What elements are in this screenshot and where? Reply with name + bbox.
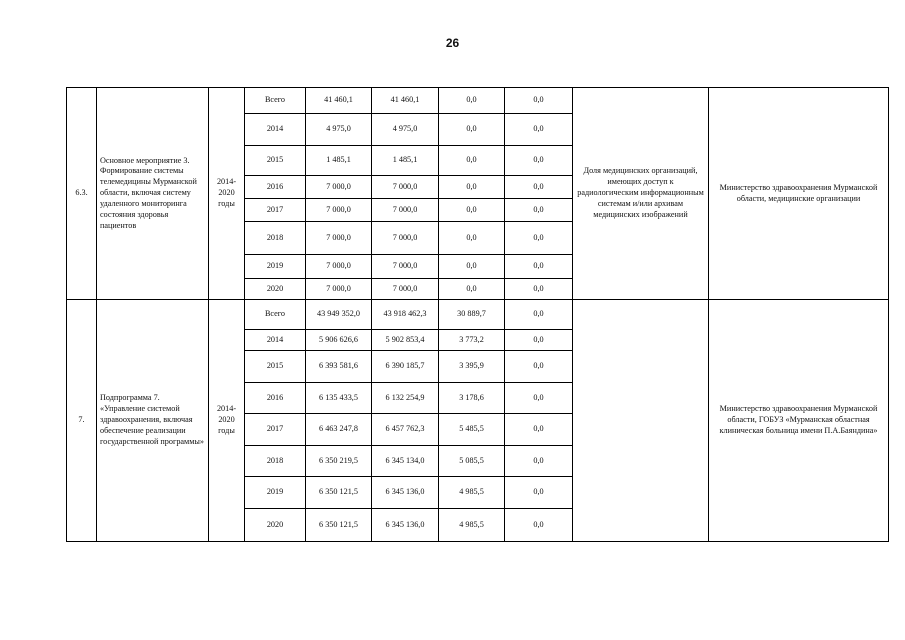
- table-row: [67, 88, 889, 114]
- row-federal: 3 773,2: [439, 330, 505, 351]
- row-federal: 0,0: [439, 114, 505, 146]
- row-year: 2019: [245, 255, 306, 279]
- row-other: 0,0: [505, 114, 573, 146]
- row-total: 5 906 626,6: [306, 330, 372, 351]
- row-other: 0,0: [505, 199, 573, 222]
- row-regional: 6 345 134,0: [372, 446, 439, 477]
- row-federal: 0,0: [439, 146, 505, 176]
- row-total: 6 135 433,5: [306, 383, 372, 414]
- row-regional: 5 902 853,4: [372, 330, 439, 351]
- row-regional: 6 457 762,3: [372, 414, 439, 446]
- row-total: 1 485,1: [306, 146, 372, 176]
- row-regional: 6 390 185,7: [372, 351, 439, 383]
- row-other: 0,0: [505, 146, 573, 176]
- row-regional: 1 485,1: [372, 146, 439, 176]
- row-regional: 7 000,0: [372, 222, 439, 255]
- row-year: Всего: [245, 88, 306, 114]
- row-federal: 0,0: [439, 176, 505, 199]
- row-year: 2018: [245, 222, 306, 255]
- row-regional: 43 918 462,3: [372, 300, 439, 330]
- row-regional: 6 345 136,0: [372, 477, 439, 509]
- row-regional: 7 000,0: [372, 279, 439, 300]
- row-year: 2014: [245, 330, 306, 351]
- program-table: [66, 87, 889, 542]
- row-year: 2020: [245, 279, 306, 300]
- row-year: 2018: [245, 446, 306, 477]
- row-regional: 6 345 136,0: [372, 509, 439, 542]
- row-other: 0,0: [505, 300, 573, 330]
- row-other: 0,0: [505, 414, 573, 446]
- row-federal: 3 178,6: [439, 383, 505, 414]
- row-federal: 0,0: [439, 199, 505, 222]
- row-other: 0,0: [505, 330, 573, 351]
- row-total: 41 460,1: [306, 88, 372, 114]
- row-year: 2019: [245, 477, 306, 509]
- row-regional: 7 000,0: [372, 255, 439, 279]
- row-total: 7 000,0: [306, 279, 372, 300]
- row-other: 0,0: [505, 255, 573, 279]
- section-executor: Министерство здравоохранения Мурманской области, медицинские организации: [709, 88, 889, 300]
- row-regional: 6 132 254,9: [372, 383, 439, 414]
- table-row: [67, 300, 889, 330]
- row-total: 6 350 219,5: [306, 446, 372, 477]
- row-regional: 7 000,0: [372, 199, 439, 222]
- row-regional: 7 000,0: [372, 176, 439, 199]
- row-year: 2015: [245, 146, 306, 176]
- row-federal: 0,0: [439, 88, 505, 114]
- row-federal: 5 485,5: [439, 414, 505, 446]
- row-total: 6 393 581,6: [306, 351, 372, 383]
- row-federal: 5 085,5: [439, 446, 505, 477]
- row-other: 0,0: [505, 383, 573, 414]
- row-year: 2016: [245, 176, 306, 199]
- row-federal: 4 985,5: [439, 509, 505, 542]
- section-executor: Министерство здравоохранения Мурманской области, ГОБУЗ «Мурманская областная клиническая больница имени П.А.Баяндина»: [709, 300, 889, 542]
- row-year: 2017: [245, 199, 306, 222]
- section-name: Подпрограмма 7. «Управление системой здравоохранения, включая обеспечение реализации государственной программы»: [97, 300, 209, 542]
- row-total: 43 949 352,0: [306, 300, 372, 330]
- row-federal: 3 395,9: [439, 351, 505, 383]
- row-other: 0,0: [505, 279, 573, 300]
- row-total: 7 000,0: [306, 199, 372, 222]
- section-indicator: Доля медицинских организаций, имеющих доступ к радиологическим информационным системам и/или архивам медицинских изображений: [573, 88, 709, 300]
- section-period: 2014-2020 годы: [209, 88, 245, 300]
- row-other: 0,0: [505, 88, 573, 114]
- section-period: 2014-2020 годы: [209, 300, 245, 542]
- row-year: 2020: [245, 509, 306, 542]
- row-total: 6 350 121,5: [306, 477, 372, 509]
- row-other: 0,0: [505, 222, 573, 255]
- row-year: 2014: [245, 114, 306, 146]
- page-number: 26: [445, 36, 460, 50]
- section-indicator: [573, 300, 709, 542]
- row-federal: 0,0: [439, 279, 505, 300]
- row-other: 0,0: [505, 446, 573, 477]
- row-other: 0,0: [505, 509, 573, 542]
- row-other: 0,0: [505, 477, 573, 509]
- row-total: 6 463 247,8: [306, 414, 372, 446]
- section-name: Основное мероприятие 3. Формирование системы телемедицины Мурманской области, включая систему удаленного мониторинга состояния здоровья пациентов: [97, 88, 209, 300]
- row-year: 2016: [245, 383, 306, 414]
- section-number: 7.: [67, 300, 97, 542]
- row-total: 7 000,0: [306, 255, 372, 279]
- row-year: 2015: [245, 351, 306, 383]
- row-total: 7 000,0: [306, 176, 372, 199]
- row-year: 2017: [245, 414, 306, 446]
- row-other: 0,0: [505, 176, 573, 199]
- row-federal: 0,0: [439, 255, 505, 279]
- row-regional: 41 460,1: [372, 88, 439, 114]
- row-federal: 0,0: [439, 222, 505, 255]
- row-total: 7 000,0: [306, 222, 372, 255]
- row-regional: 4 975,0: [372, 114, 439, 146]
- section-number: 6.3.: [67, 88, 97, 300]
- row-total: 6 350 121,5: [306, 509, 372, 542]
- row-federal: 30 889,7: [439, 300, 505, 330]
- row-year: Всего: [245, 300, 306, 330]
- row-other: 0,0: [505, 351, 573, 383]
- row-federal: 4 985,5: [439, 477, 505, 509]
- row-total: 4 975,0: [306, 114, 372, 146]
